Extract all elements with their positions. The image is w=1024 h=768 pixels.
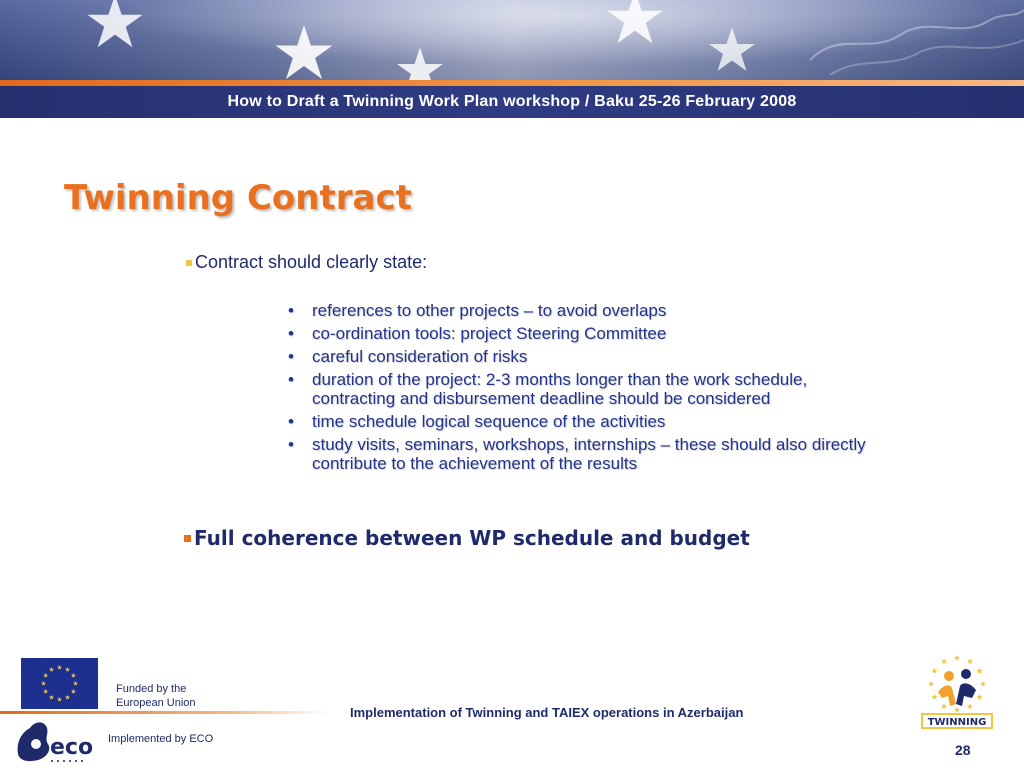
star-icon <box>73 681 78 686</box>
bullet-dot-icon: • <box>288 301 294 320</box>
bullet-dot-icon: • <box>288 324 294 343</box>
star-icon <box>941 703 947 709</box>
star-icon <box>967 703 973 709</box>
square-bullet-icon <box>184 535 191 542</box>
list-item-text: careful consideration of risks <box>312 347 528 366</box>
star-icon <box>595 0 675 48</box>
star-icon <box>976 694 982 700</box>
list-item <box>288 324 868 343</box>
star-icon <box>65 667 70 672</box>
star-icon <box>43 673 48 678</box>
funded-line-1: Funded by the <box>116 683 187 695</box>
square-bullet-icon <box>186 260 192 266</box>
star-icon <box>57 665 62 670</box>
star-icon <box>49 667 54 672</box>
star-icon <box>71 673 76 678</box>
map-outline-icon <box>800 0 1024 80</box>
star-icon <box>65 695 70 700</box>
star-icon <box>41 681 46 686</box>
implemented-by: Implemented by ECO <box>108 733 214 745</box>
star-icon <box>967 658 973 664</box>
list-item <box>288 412 868 431</box>
star-icon <box>49 695 54 700</box>
twinning-logo <box>916 652 998 732</box>
slide-title: Twinning Contract <box>64 178 412 218</box>
bullet-dot-icon: • <box>288 435 294 454</box>
star-icon <box>928 681 934 687</box>
bullet-dot-icon: • <box>288 412 294 431</box>
star-icon <box>43 689 48 694</box>
bullet-dot-icon: • <box>288 370 294 389</box>
star-icon <box>385 45 455 80</box>
star-icon <box>954 655 960 661</box>
bullet-dot-icon: • <box>288 347 294 366</box>
page-number: 28 <box>955 742 971 758</box>
twinning-logo-text: TWINNING <box>927 717 987 728</box>
list-item <box>288 301 868 320</box>
list-item <box>288 370 868 408</box>
star-icon <box>976 668 982 674</box>
star-icon <box>57 697 62 702</box>
coherence-text: Full coherence between WP schedule and budget <box>194 526 750 550</box>
star-icon <box>941 658 947 664</box>
star-icon <box>931 668 937 674</box>
star-icon <box>80 0 150 52</box>
lead-item <box>186 252 427 273</box>
star-icon <box>700 25 764 75</box>
eu-flag-logo <box>21 658 98 709</box>
star-icon <box>954 707 960 713</box>
list-item-text: time schedule logical sequence of the activities <box>312 412 666 431</box>
star-icon <box>980 681 986 687</box>
list-item <box>288 435 868 473</box>
coherence-item <box>184 526 750 550</box>
list-item <box>288 347 868 366</box>
star-icon <box>71 689 76 694</box>
list-item-text: co-ordination tools: project Steering Committee <box>312 324 667 343</box>
funded-line-2: European Union <box>116 697 196 709</box>
requirements-list <box>288 301 868 477</box>
footer-caption: Implementation of Twinning and TAIEX operations in Azerbaijan <box>350 705 744 720</box>
workshop-title: How to Draft a Twinning Work Plan workshop / Baku 25-26 February 2008 <box>227 93 797 110</box>
lead-text: Contract should clearly state: <box>195 252 428 272</box>
list-item-text: duration of the project: 2-3 months longer than the work schedule, contracting and disbursement deadline should be considered <box>312 370 808 408</box>
header-title-bar <box>0 86 1024 118</box>
funded-by-eu <box>116 682 196 710</box>
eu-stars-icon <box>21 658 98 709</box>
eco-logo-text: eco <box>50 735 94 760</box>
header-banner <box>0 0 1024 80</box>
star-icon <box>931 694 937 700</box>
eco-logo <box>12 714 98 766</box>
list-item-text: study visits, seminars, workshops, internships – these should also directly contribute to the achievement of the results <box>312 435 866 473</box>
list-item-text: references to other projects – to avoid overlaps <box>312 301 667 320</box>
star-icon <box>265 22 343 80</box>
